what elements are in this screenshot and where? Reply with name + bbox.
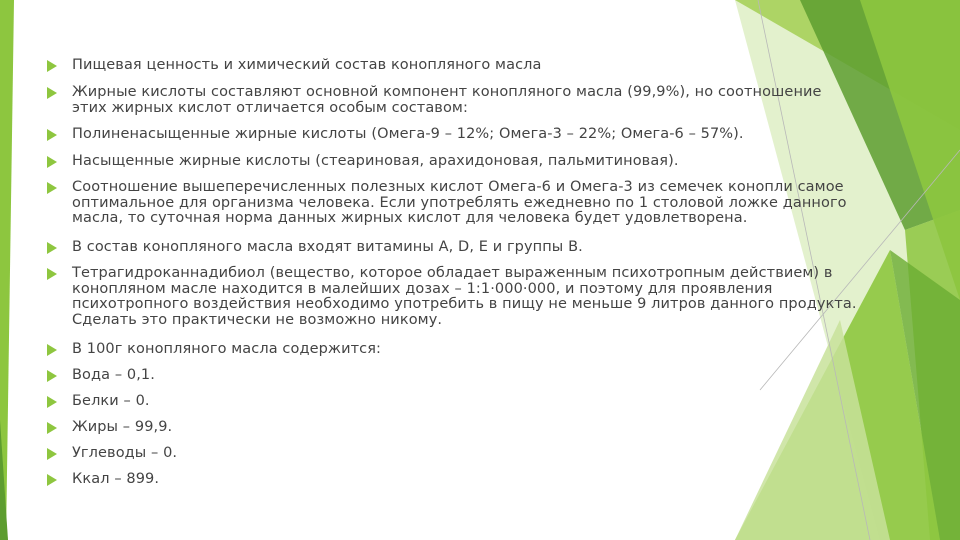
triangle-right-icon	[46, 156, 58, 168]
triangle-right-icon	[46, 182, 58, 194]
triangle-right-icon	[46, 242, 58, 254]
bullet-text: Насыщенные жирные кислоты (стеариновая, арахидоновая, пальмитиновая).	[72, 153, 679, 169]
bullet-text: Белки – 0.	[72, 393, 150, 409]
triangle-right-icon	[46, 474, 58, 486]
triangle-right-icon	[46, 344, 58, 356]
triangle-right-icon	[46, 422, 58, 434]
bullet-text: В 100г конопляного масла содержится:	[72, 341, 382, 357]
triangle-right-icon	[46, 129, 58, 141]
triangle-right-icon	[46, 448, 58, 460]
triangle-right-icon	[46, 268, 58, 280]
bullet-text: Пищевая ценность и химический состав конопляного масла	[72, 57, 542, 73]
triangle-right-icon	[46, 396, 58, 408]
bullet-text: Соотношение вышеперечисленных полезных кислот Омега-6 и Омега-3 из семечек конопли самое оптимальное для организма человека. Если употреблять ежедневно по 1 столовой ложке данного масла, то суточная норма данных жирных кислот для человека будет удовлетворена.	[72, 179, 847, 226]
bullet-text: Полиненасыщенные жирные кислоты (Омега-9 – 12%; Омега-3 – 22%; Омега-6 – 57%).	[72, 126, 744, 142]
triangle-right-icon	[46, 87, 58, 99]
bullet-text: Жиры – 99,9.	[72, 419, 173, 435]
bullet-text: Жирные кислоты составляют основной компонент конопляного масла (99,9%), но соотношение этих жирных кислот отличается особым составом:	[72, 84, 822, 116]
bullet-text: Углеводы – 0.	[72, 445, 178, 461]
bullet-text: В состав конопляного масла входят витамины А, D, Е и группы В.	[72, 239, 583, 255]
triangle-right-icon	[46, 60, 58, 72]
bullet-text: Ккал – 899.	[72, 471, 160, 487]
bullet-text: Тетрагидроканнадибиол (вещество, которое обладает выраженным психотропным действием) в конопляном масле находится в малейших дозах – 1:1·000·000, и поэтому для проявления психотропного воздействия необходимо употребить в пищу не меньше 9 литров данного продукта. Сделать это практически не возможно никому.	[72, 265, 857, 328]
bullet-text: Вода – 0,1.	[72, 367, 155, 383]
triangle-right-icon	[46, 370, 58, 382]
